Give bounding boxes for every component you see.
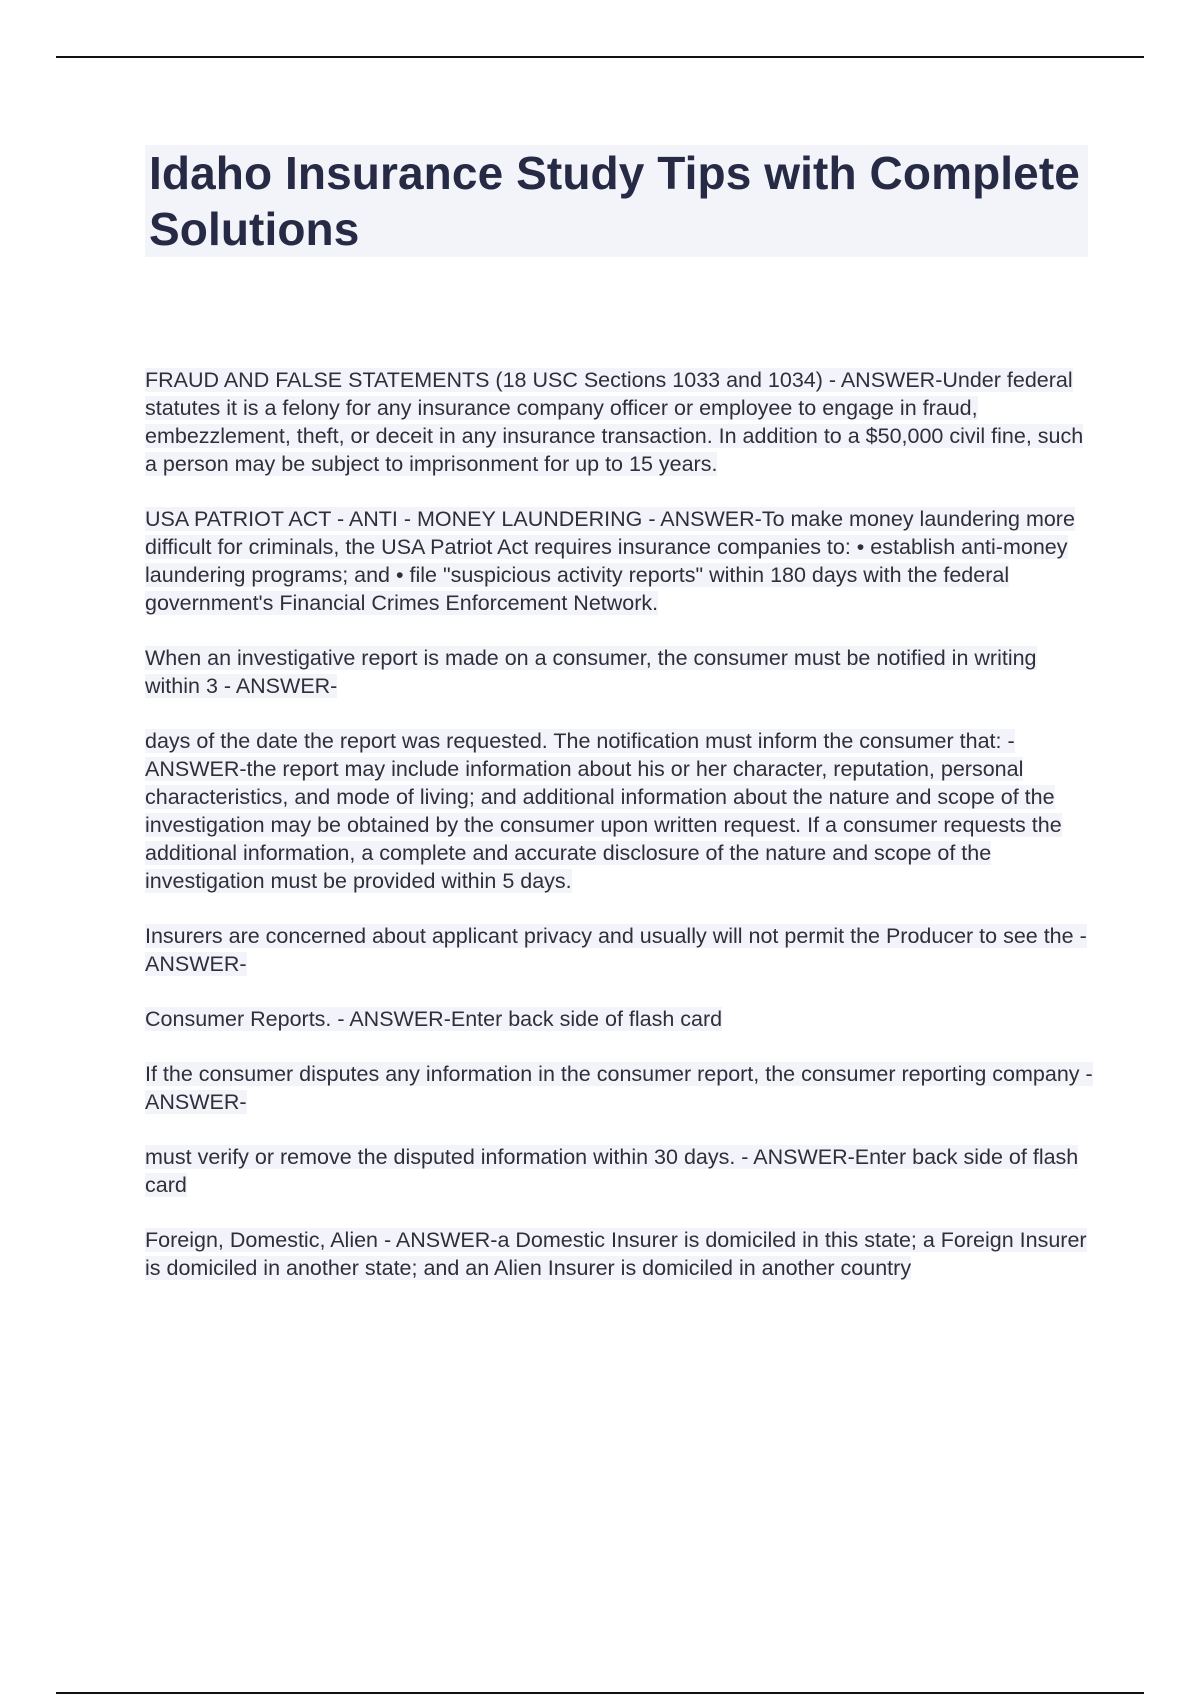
qa-text: Consumer Reports. - ANSWER-Enter back side of flash card [145, 1007, 723, 1031]
qa-paragraph [145, 505, 1095, 617]
page-title: Idaho Insurance Study Tips with Complete Solutions [149, 147, 1080, 255]
bottom-divider [56, 1692, 1144, 1694]
qa-text: FRAUD AND FALSE STATEMENTS (18 USC Sections 1033 and 1034) - ANSWER-Under federal statutes it is a felony for any insurance company officer or employee to engage in fraud, embezzlement, theft, or deceit in any insurance transaction. In addition to a $50,000 civil fine, such a person may be subject to imprisonment for up to 15 years. [145, 368, 1084, 476]
qa-text: must verify or remove the disputed information within 30 days. - ANSWER-Enter back side of flash card [145, 1145, 1079, 1197]
qa-paragraph [145, 922, 1095, 978]
qa-paragraph [145, 727, 1095, 895]
qa-text: When an investigative report is made on a consumer, the consumer must be notified in writing within 3 - ANSWER- [145, 646, 1037, 698]
qa-paragraph [145, 1060, 1095, 1116]
qa-text: Insurers are concerned about applicant privacy and usually will not permit the Producer to see the - ANSWER- [145, 924, 1087, 976]
qa-paragraph [145, 644, 1095, 700]
qa-text: days of the date the report was requested. The notification must inform the consumer that: - ANSWER-the report may include information about his or her character, reputation, personal characteristics, and mode of living; and additional information about the nature and scope of the investigation may be obtained by the consumer upon written request. If a consumer requests the additional information, a complete and accurate disclosure of the nature and scope of the investigation must be provided within 5 days. [145, 729, 1062, 893]
study-content [145, 366, 1095, 1309]
qa-text: If the consumer disputes any information in the consumer report, the consumer reporting company - ANSWER- [145, 1062, 1093, 1114]
qa-paragraph [145, 366, 1095, 478]
title-block [145, 145, 1088, 257]
qa-text: Foreign, Domestic, Alien - ANSWER-a Domestic Insurer is domiciled in this state; a Foreign Insurer is domiciled in another state; and an Alien Insurer is domiciled in another country [145, 1228, 1087, 1280]
qa-text: USA PATRIOT ACT - ANTI - MONEY LAUNDERING - ANSWER-To make money laundering more difficult for criminals, the USA Patriot Act requires insurance companies to: • establish anti-money laundering programs; and • file "suspicious activity reports" within 180 days with the federal government's Financial Crimes Enforcement Network. [145, 507, 1075, 615]
qa-paragraph [145, 1005, 1095, 1033]
top-divider [56, 56, 1144, 58]
qa-paragraph [145, 1226, 1095, 1282]
qa-paragraph [145, 1143, 1095, 1199]
